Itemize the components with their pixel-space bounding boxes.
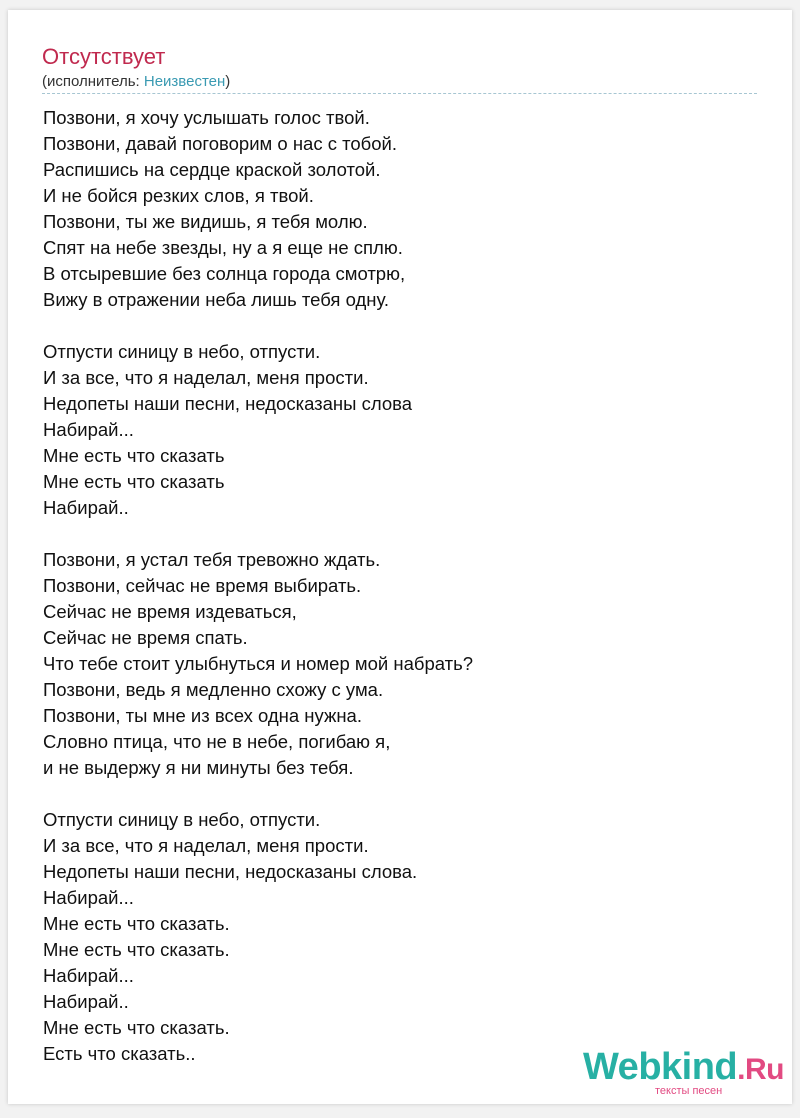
- lyric-line: Мне есть что сказать.: [43, 939, 230, 960]
- lyrics-body: [43, 105, 473, 1067]
- lyrics-sheet: [8, 10, 792, 1104]
- song-title: Отсутствует: [42, 44, 166, 69]
- logo-name: Webkind: [583, 1046, 738, 1088]
- lyric-line: Словно птица, что не в небе, погибаю я,: [43, 731, 391, 752]
- lyric-line: Распишись на сердце краской золотой.: [43, 159, 381, 180]
- lyric-line: Вижу в отражении неба лишь тебя одну.: [43, 289, 390, 310]
- stanza-gap: [43, 781, 473, 807]
- lyric-line: Спят на небе звезды, ну а я еще не сплю.: [43, 237, 403, 258]
- stanza-gap: [43, 313, 473, 339]
- lyric-line: И за все, что я наделал, меня прости.: [43, 835, 369, 856]
- lyric-line: Недопеты наши песни, недосказаны слова.: [43, 861, 418, 882]
- lyric-line: Позвони, ведь я медленно схожу с ума.: [43, 679, 384, 700]
- artist-line: [42, 73, 230, 90]
- lyric-line: Отпусти синицу в небо, отпусти.: [43, 809, 321, 830]
- artist-prefix: (исполнитель:: [42, 73, 144, 90]
- logo-tld: .Ru: [737, 1053, 784, 1086]
- lyric-line: и не выдержу я ни минуты без тебя.: [43, 757, 354, 778]
- lyric-line: Что тебе стоит улыбнуться и номер мой набрать?: [43, 653, 474, 674]
- lyric-line: Набирай..: [43, 497, 129, 518]
- lyric-line: Позвони, ты мне из всех одна нужна.: [43, 705, 362, 726]
- lyric-line: Позвони, ты же видишь, я тебя молю.: [43, 211, 368, 232]
- lyric-line: Мне есть что сказать: [43, 471, 225, 492]
- lyric-line: Сейчас не время спать.: [43, 627, 248, 648]
- stanza-gap: [43, 521, 473, 547]
- lyric-line: Позвони, я устал тебя тревожно ждать.: [43, 549, 381, 570]
- lyric-line: Мне есть что сказать.: [43, 913, 230, 934]
- lyric-line: Недопеты наши песни, недосказаны слова: [43, 393, 413, 414]
- lyric-line: Мне есть что сказать: [43, 445, 225, 466]
- lyric-line: Набирай...: [43, 887, 134, 908]
- lyric-line: Позвони, сейчас не время выбирать.: [43, 575, 362, 596]
- artist-suffix: ): [225, 73, 231, 90]
- site-watermark[interactable]: [583, 1046, 783, 1106]
- title-divider: [42, 93, 757, 94]
- lyric-line: Позвони, я хочу услышать голос твой.: [43, 107, 370, 128]
- lyric-line: И за все, что я наделал, меня прости.: [43, 367, 369, 388]
- lyric-line: Сейчас не время издеваться,: [43, 601, 297, 622]
- lyric-line: Отпусти синицу в небо, отпусти.: [43, 341, 321, 362]
- artist-link[interactable]: Неизвестен: [143, 73, 226, 90]
- lyric-line: В отсыревшие без солнца города смотрю,: [43, 263, 406, 284]
- logo-tagline: тексты песен: [655, 1085, 723, 1097]
- lyric-line: Есть что сказать..: [43, 1043, 196, 1064]
- lyric-line: Позвони, давай поговорим о нас с тобой.: [43, 133, 398, 154]
- lyric-line: Мне есть что сказать.: [43, 1017, 230, 1038]
- site-logo: [583, 1046, 784, 1089]
- lyric-line: Набирай..: [43, 991, 129, 1012]
- lyric-line: Набирай...: [43, 419, 134, 440]
- lyric-line: Набирай...: [43, 965, 134, 986]
- lyric-line: И не бойся резких слов, я твой.: [43, 185, 314, 206]
